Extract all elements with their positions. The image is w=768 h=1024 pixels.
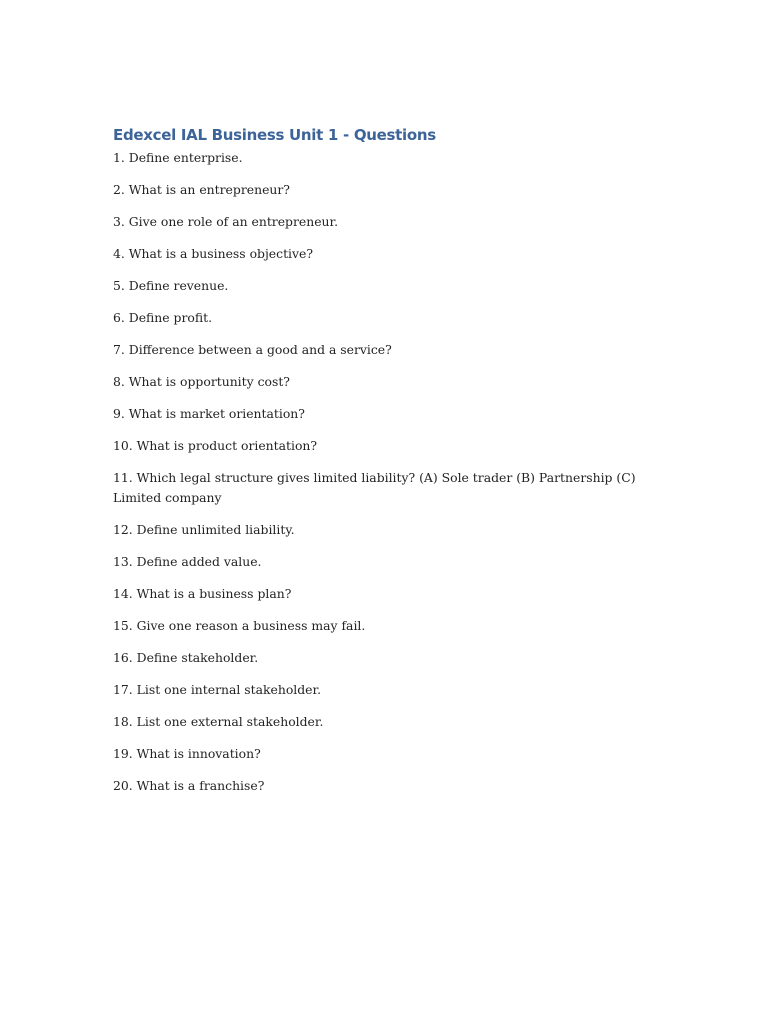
question-item: 16. Define stakeholder. — [113, 650, 259, 665]
question-item: 11. Which legal structure gives limited liability? (A) Sole trader (B) Partnership (C) Limited company — [113, 470, 636, 505]
question-item: 7. Difference between a good and a service? — [113, 342, 392, 357]
question-item: 18. List one external stakeholder. — [113, 714, 324, 729]
question-item: 15. Give one reason a business may fail. — [113, 618, 366, 633]
question-item: 12. Define unlimited liability. — [113, 522, 295, 537]
question-item: 8. What is opportunity cost? — [113, 374, 290, 389]
question-item: 1. Define enterprise. — [113, 150, 243, 165]
question-list — [113, 148, 658, 808]
question-item: 14. What is a business plan? — [113, 586, 292, 601]
question-item: 9. What is market orientation? — [113, 406, 305, 421]
question-item: 6. Define profit. — [113, 310, 213, 325]
question-item: 4. What is a business objective? — [113, 246, 313, 261]
question-item: 13. Define added value. — [113, 554, 262, 569]
question-item: 5. Define revenue. — [113, 278, 229, 293]
question-item: 20. What is a franchise? — [113, 778, 265, 793]
question-item: 17. List one internal stakeholder. — [113, 682, 322, 697]
question-item: 2. What is an entrepreneur? — [113, 182, 290, 197]
document-title: Edexcel IAL Business Unit 1 - Questions — [113, 126, 436, 144]
question-item: 3. Give one role of an entrepreneur. — [113, 214, 339, 229]
question-item: 10. What is product orientation? — [113, 438, 318, 453]
question-item: 19. What is innovation? — [113, 746, 261, 761]
